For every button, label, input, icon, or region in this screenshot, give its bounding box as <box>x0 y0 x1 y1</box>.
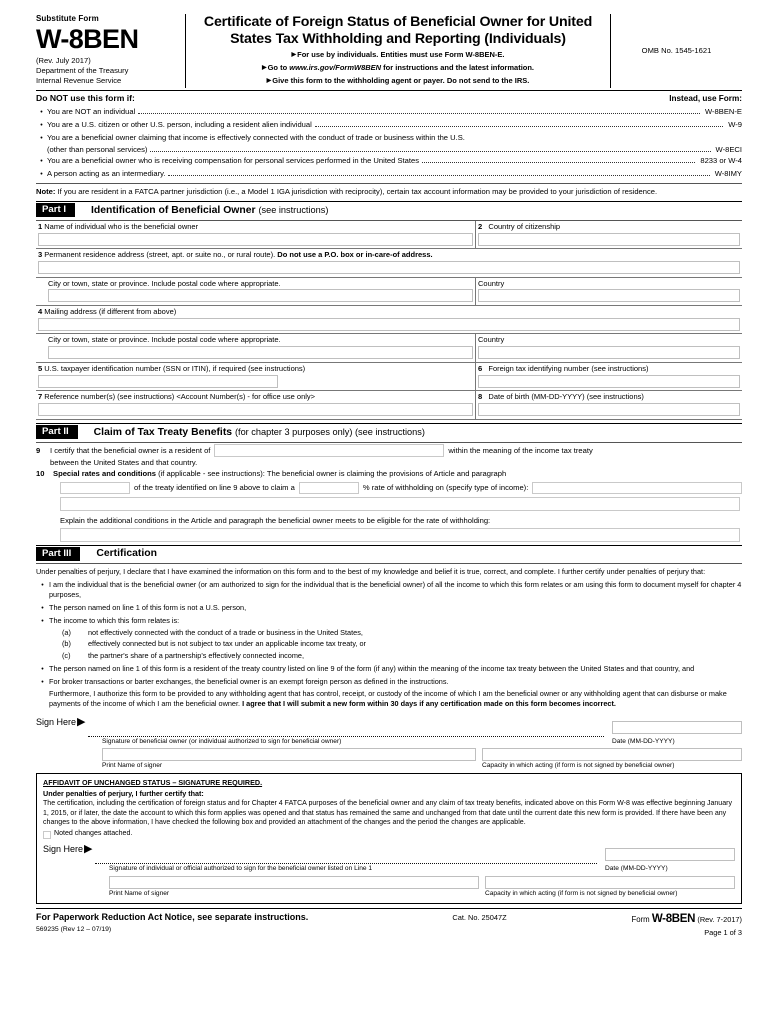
footer-form-word: Form <box>631 914 650 924</box>
label-text: Country of citizenship <box>488 221 561 231</box>
date-caption-2: Date (MM-DD-YYYY) <box>605 864 668 872</box>
footer-right <box>567 912 742 938</box>
list-item-text: You are NOT an individual <box>47 107 136 117</box>
field-row-city-country-1 <box>36 278 742 306</box>
date-input-2[interactable] <box>605 848 735 861</box>
list-item-text: You are a beneficial owner claiming that income is effectively connected with the conduct of trade or business within the U.S. <box>47 133 465 143</box>
noted-changes-label: Noted changes attached. <box>54 830 133 838</box>
line-number: 7 <box>38 392 43 402</box>
field-label: Country <box>478 335 505 345</box>
field-label: Country <box>478 278 505 288</box>
field-label <box>38 392 473 401</box>
list-item <box>36 580 742 600</box>
country-input-1[interactable] <box>478 289 740 302</box>
signature-caption-1: Signature of beneficial owner (or individual authorized to sign for beneficial owner) <box>102 737 342 745</box>
list-item-code: W-8ECI <box>715 145 742 155</box>
header-subline-1 <box>192 50 604 61</box>
signature-block-1 <box>36 715 742 771</box>
sub-list-key: (b) <box>62 639 71 649</box>
footer-form-rev: (Rev. 7-2017) <box>697 914 742 924</box>
list-item <box>36 603 742 614</box>
dot-leader <box>168 175 709 176</box>
print-name-input-2[interactable] <box>109 876 479 889</box>
sub-list-key: (a) <box>62 627 71 637</box>
part-1-title-note: (see instructions) <box>258 204 329 215</box>
explain-conditions-input[interactable] <box>60 528 740 542</box>
sub-list-item <box>36 651 742 661</box>
affidavit-subtitle: Under penalties of perjury, I further certify that: <box>43 788 204 798</box>
header-subline-3 <box>192 76 604 87</box>
label-text: Reference number(s) (see instructions) <Account Number(s) - for office use only> <box>44 392 316 402</box>
substitute-form-label: Substitute Form <box>36 14 99 23</box>
print-name-input-1[interactable] <box>102 748 476 761</box>
list-item <box>36 155 742 168</box>
line-number: 3 <box>38 250 43 260</box>
list-item <box>36 132 742 145</box>
field-label <box>478 392 740 401</box>
part-2-tag: Part II <box>36 425 78 439</box>
list-item-text: The person named on line 1 of this form is a resident of the treaty country listed on line 9 of the form (if any) within the meaning of the income tax treaty between the United States and that country, and <box>49 663 695 673</box>
list-item-text: For broker transactions or barter exchanges, the beneficial owner is an exempt foreign person as defined in the instructions. <box>49 676 449 686</box>
footer-form-name: W-8BEN <box>651 912 696 925</box>
field-permanent-address <box>36 249 742 276</box>
withholding-rate-input[interactable] <box>299 482 359 495</box>
permanent-address-input[interactable] <box>38 261 740 274</box>
sign-here-label-1 <box>36 715 88 728</box>
note-text: If you are resident in a FATCA partner jurisdiction (i.e., a Model 1 IGA jurisdiction with reciprocity), certain tax account information may be provided to your jurisdiction of residence. <box>55 187 658 197</box>
list-item-continuation <box>36 145 742 155</box>
field-country-2 <box>476 334 742 361</box>
furthermore-paragraph <box>36 689 742 709</box>
furthermore-bold: I agree that I will submit a new form within 30 days if any certification made on this form becomes incorrect. <box>242 699 616 709</box>
list-item-code: W-9 <box>728 120 742 130</box>
name-of-individual-input[interactable] <box>38 233 473 246</box>
list-item <box>36 677 742 688</box>
bullet-icon: • <box>41 678 44 686</box>
right-triangle-icon: ▶ <box>84 842 93 855</box>
list-item <box>36 616 742 627</box>
line-9-continuation: between the United States and that country. <box>50 458 198 468</box>
field-country-1 <box>476 278 742 305</box>
form-rev-date: (Rev. July 2017) <box>36 56 91 66</box>
dot-leader <box>422 162 695 163</box>
field-label: City or town, state or province. Include postal code where appropriate. <box>48 335 281 345</box>
list-item-code: 8233 or W-4 <box>700 155 742 165</box>
catalog-number: Cat. No. 25047Z <box>452 912 507 922</box>
part-2-title-note: (for chapter 3 purposes only) (see instructions) <box>234 426 425 437</box>
line-9-prefix: I certify that the beneficial owner is a resident of <box>50 445 211 455</box>
footer-left <box>36 912 392 935</box>
part-2-title-main: Claim of Tax Treaty Benefits <box>93 426 233 438</box>
print-name-row-1 <box>36 747 742 771</box>
list-item <box>36 119 742 132</box>
bullet-icon: • <box>41 617 44 625</box>
signature-caption-row-2 <box>43 864 735 873</box>
instead-use-form-label: Instead, use Form: <box>669 94 742 103</box>
line-number: 1 <box>38 221 43 231</box>
foreign-tin-input[interactable] <box>478 375 740 388</box>
capacity-input-1[interactable] <box>482 748 742 761</box>
list-item <box>36 664 742 675</box>
line-number: 8 <box>478 392 483 402</box>
field-row-3 <box>36 249 742 277</box>
signature-line-2[interactable] <box>95 852 597 864</box>
noted-changes-checkbox[interactable] <box>43 831 51 839</box>
signature-line-1[interactable] <box>88 725 604 737</box>
list-item-text: You are a U.S. citizen or other U.S. person, including a resident alien individual <box>47 120 312 130</box>
label-text-bold: Do not use a P.O. box or in-care-of address. <box>277 250 433 260</box>
part-2-body <box>36 443 742 542</box>
bullet-icon: • <box>40 170 43 178</box>
print-name-caption-2: Print Name of signer <box>109 889 170 897</box>
city-state-province-input-1[interactable] <box>48 289 473 302</box>
city-state-province-input-2[interactable] <box>48 346 473 359</box>
label-text: Foreign tax identifying number (see instructions) <box>488 363 649 373</box>
income-type-input[interactable] <box>532 482 742 495</box>
bullet-icon: • <box>41 581 44 589</box>
affidavit-title: AFFIDAVIT OF UNCHANGED STATUS – SIGNATURE REQUIRED. <box>43 778 263 788</box>
print-name-field-1-wrap <box>102 747 476 771</box>
country-input-2[interactable] <box>478 346 740 359</box>
field-label: City or town, state or province. Include postal code where appropriate. <box>48 278 281 288</box>
dot-leader <box>315 126 723 127</box>
part-1-tag: Part I <box>36 203 75 217</box>
part-2-title <box>94 426 425 439</box>
date-field-1-wrap <box>612 715 742 734</box>
furthermore-text: Furthermore, I authorize this form to be provided to any withholding agent that has control, receipt, or custody of the income of which I am the beneficial owner or any withholding agent that can disburse or make payments of the income of which I am the beneficial owner. <box>49 689 727 709</box>
irs-line: Internal Revenue Service <box>36 76 122 86</box>
line-10-mid-1: of the treaty identified on line 9 above to claim a <box>134 483 295 493</box>
reference-numbers-input[interactable] <box>38 403 473 416</box>
field-name-of-individual <box>36 221 476 248</box>
field-mailing-address <box>36 306 742 333</box>
line-10-text <box>53 469 506 478</box>
part-3-tag: Part III <box>36 547 80 561</box>
field-row-7-8 <box>36 391 742 419</box>
goto-suffix: for instructions and the latest information. <box>381 63 535 73</box>
right-triangle-icon: ▶ <box>266 78 272 85</box>
print-name-caption-1: Print Name of signer <box>102 762 163 770</box>
capacity-field-2-wrap <box>485 874 735 898</box>
certification-intro: Under penalties of perjury, I declare that I have examined the information on this form and to the best of my knowledge and belief it is true, correct, and complete. I further certify under penalties of perjury that: <box>36 567 706 577</box>
field-foreign-tin <box>476 363 742 390</box>
signature-block-2 <box>43 842 735 898</box>
header-subline-3-text: Give this form to the withholding agent or payer. Do not send to the IRS. <box>272 76 530 86</box>
line-number: 5 <box>38 363 43 373</box>
sub-list-key: (c) <box>62 651 71 661</box>
capacity-caption-1: Capacity in which acting (if form is not signed by beneficial owner) <box>482 762 675 770</box>
line-10-fields-row <box>36 479 742 495</box>
form-footer <box>36 908 742 938</box>
document-id: 569235 (Rev 12 – 07/19) <box>36 926 112 934</box>
fatca-note <box>36 183 742 197</box>
dot-leader <box>138 113 700 114</box>
line-10-rest: (if applicable - see instructions): The beneficial owner is claiming the provisions of Article and paragraph <box>158 469 507 479</box>
list-item <box>36 106 742 119</box>
print-name-row-2 <box>43 874 735 898</box>
footer-form-line <box>567 912 742 926</box>
dept-treasury-line: Department of the Treasury <box>36 66 129 76</box>
list-item-text: I am the individual that is the beneficial owner (or am authorized to sign for the individual that is the beneficial owner) of all the income to which this form relates or am using this form to document myself for chapter 4 purposes, <box>49 579 742 600</box>
capacity-input-2[interactable] <box>485 876 735 889</box>
bullet-icon: • <box>41 604 44 612</box>
explain-conditions-label: Explain the additional conditions in the Article and paragraph the beneficial owner meets to be eligible for the rate of withholding: <box>60 516 491 526</box>
label-text: Mailing address (if different from above) <box>44 306 177 316</box>
signature-row-2 <box>43 842 735 864</box>
do-not-use-list <box>36 106 742 180</box>
form-title-line-2: States Tax Withholding and Reporting (Individuals) <box>230 30 566 47</box>
part-2-banner <box>36 423 742 443</box>
omb-block <box>610 14 742 88</box>
field-label <box>38 250 740 259</box>
paperwork-notice: For Paperwork Reduction Act Notice, see separate instructions. <box>36 911 309 922</box>
field-row-4 <box>36 306 742 334</box>
line-number: 4 <box>38 306 43 316</box>
country-of-citizenship-input[interactable] <box>478 233 740 246</box>
form-rev-block <box>36 56 177 86</box>
header-subline-1-text: For use by individuals. Entities must use Form W-8BEN-E. <box>297 50 505 59</box>
label-text: Permanent residence address (street, apt. or suite no., or rural route). <box>44 250 276 260</box>
bullet-icon: • <box>40 157 43 165</box>
page-number: Page 1 of 3 <box>704 928 742 938</box>
noted-changes-row[interactable] <box>43 830 735 839</box>
header-left-block <box>36 14 186 88</box>
line-10-row <box>36 468 742 479</box>
field-city-state-province-1 <box>36 278 476 305</box>
right-triangle-icon: ▶ <box>261 64 267 71</box>
do-not-use-label: Do NOT use this form if: <box>36 93 135 103</box>
do-not-use-bar <box>36 90 742 104</box>
field-row-1-2 <box>36 221 742 249</box>
field-reference-numbers <box>36 391 476 418</box>
field-row-city-country-2 <box>36 334 742 362</box>
date-field-2-wrap <box>605 842 735 861</box>
goto-prefix: Go to <box>267 63 290 73</box>
signature-row-1 <box>36 715 742 737</box>
list-item-text-wrap: (other than personal services) <box>47 145 148 155</box>
field-label <box>38 307 740 316</box>
mailing-address-input[interactable] <box>38 318 740 331</box>
right-triangle-icon: ▶ <box>291 51 297 58</box>
certification-body <box>36 567 742 709</box>
line-10-mid-2: % rate of withholding on (specify type of income): <box>362 483 529 493</box>
signature-caption-2: Signature of individual or official authorized to sign for the beneficial owner listed on Line 1 <box>109 864 373 872</box>
sign-here-text: Sign Here <box>36 716 77 727</box>
list-item-text: The person named on line 1 of this form is not a U.S. person, <box>49 602 247 612</box>
field-row-5-6 <box>36 363 742 391</box>
line-number: 10 <box>36 469 45 479</box>
field-label <box>38 222 473 231</box>
sub-list-text: not effectively connected with the conduct of a trade or business in the United States, <box>88 627 363 637</box>
list-item-code: W-8BEN-E <box>705 107 742 117</box>
income-type-overflow-input[interactable] <box>60 497 740 511</box>
sub-list-text: the partner's share of a partnership's effectively connected income, <box>88 651 305 661</box>
part-3-banner <box>36 545 742 565</box>
note-label: Note: <box>36 187 56 197</box>
sub-list-item <box>36 639 742 649</box>
line-number: 2 <box>478 221 483 231</box>
capacity-field-1-wrap <box>482 747 742 771</box>
list-item <box>36 168 742 181</box>
date-caption-1: Date (MM-DD-YYYY) <box>612 737 675 745</box>
treaty-country-input[interactable] <box>214 444 444 457</box>
bullet-icon: • <box>40 122 43 130</box>
field-country-of-citizenship <box>476 221 742 248</box>
line-10-bold: Special rates and conditions <box>53 469 156 479</box>
affidavit-box <box>36 773 742 903</box>
field-us-tin <box>36 363 476 390</box>
list-item-code: W-8IMY <box>714 168 742 178</box>
list-item-text: A person acting as an intermediary. <box>47 168 166 178</box>
line-9-row <box>36 443 742 457</box>
field-label <box>38 364 473 373</box>
bullet-icon: • <box>41 665 44 673</box>
form-title-line-1: Certificate of Foreign Status of Beneficial Owner for United <box>203 14 593 30</box>
date-of-birth-input[interactable] <box>478 403 740 416</box>
part-1-title <box>91 204 328 217</box>
capacity-caption-2: Capacity in which acting (if form is not signed by beneficial owner) <box>485 889 678 897</box>
bullet-icon: • <box>40 135 43 143</box>
header-title-block <box>186 14 610 88</box>
form-number-title: W-8BEN <box>36 24 139 54</box>
affidavit-body: The certification, including the certification of foreign status and for Chapter 4 FATCA purposes of the beneficial owner and any claim of tax treaty benefits, indicated above on this Form W-8 was effective beginning January 1, 2015, or if later, the date the account to which this form applies was opened and that status has remained the same and unchanged from that date until the current date this new form is provided. If there have been any changes to the above information, I have checked the following box and provided an attachment of the changes and the period the changes are applicable. <box>43 799 733 827</box>
right-triangle-icon: ▶ <box>77 715 86 728</box>
part-1-banner <box>36 201 742 221</box>
part-3-title: Certification <box>96 548 157 560</box>
dot-leader <box>150 151 710 152</box>
line-9-suffix: within the meaning of the income tax treaty <box>448 445 593 455</box>
sign-here-text: Sign Here <box>43 843 84 854</box>
us-tin-input[interactable] <box>38 375 278 388</box>
article-paragraph-input[interactable] <box>60 482 130 495</box>
sub-list-text: effectively connected but is not subject to tax under an applicable income tax treaty, or <box>88 639 366 649</box>
label-text: Date of birth (MM-DD-YYYY) (see instructions) <box>488 392 644 402</box>
part-1-title-main: Identification of Beneficial Owner <box>91 204 256 216</box>
sign-here-label-2 <box>43 842 95 855</box>
label-text: Name of individual who is the beneficial owner <box>44 221 199 231</box>
field-label <box>478 364 740 373</box>
irs-url: www.irs.gov/FormW8BEN <box>289 63 382 73</box>
list-item-text: The income to which this form relates is: <box>49 615 180 625</box>
signature-caption-row-1 <box>36 737 742 746</box>
label-text: U.S. taxpayer identification number (SSN or ITIN), if required (see instructions) <box>44 363 306 373</box>
sub-list-item <box>36 628 742 638</box>
omb-number: OMB No. 1545-1621 <box>641 46 712 56</box>
line-number: 9 <box>36 445 41 455</box>
bullet-icon: • <box>40 109 43 117</box>
field-label <box>478 222 740 231</box>
list-item-text: You are a beneficial owner who is receiving compensation for personal services performed in the United States <box>47 155 420 165</box>
print-name-field-2-wrap <box>109 874 479 898</box>
line-number: 6 <box>478 363 483 373</box>
field-date-of-birth <box>476 391 742 418</box>
field-city-state-province-2 <box>36 334 476 361</box>
date-input-1[interactable] <box>612 721 742 734</box>
header-subline-2 <box>192 63 604 74</box>
form-header <box>36 14 742 88</box>
